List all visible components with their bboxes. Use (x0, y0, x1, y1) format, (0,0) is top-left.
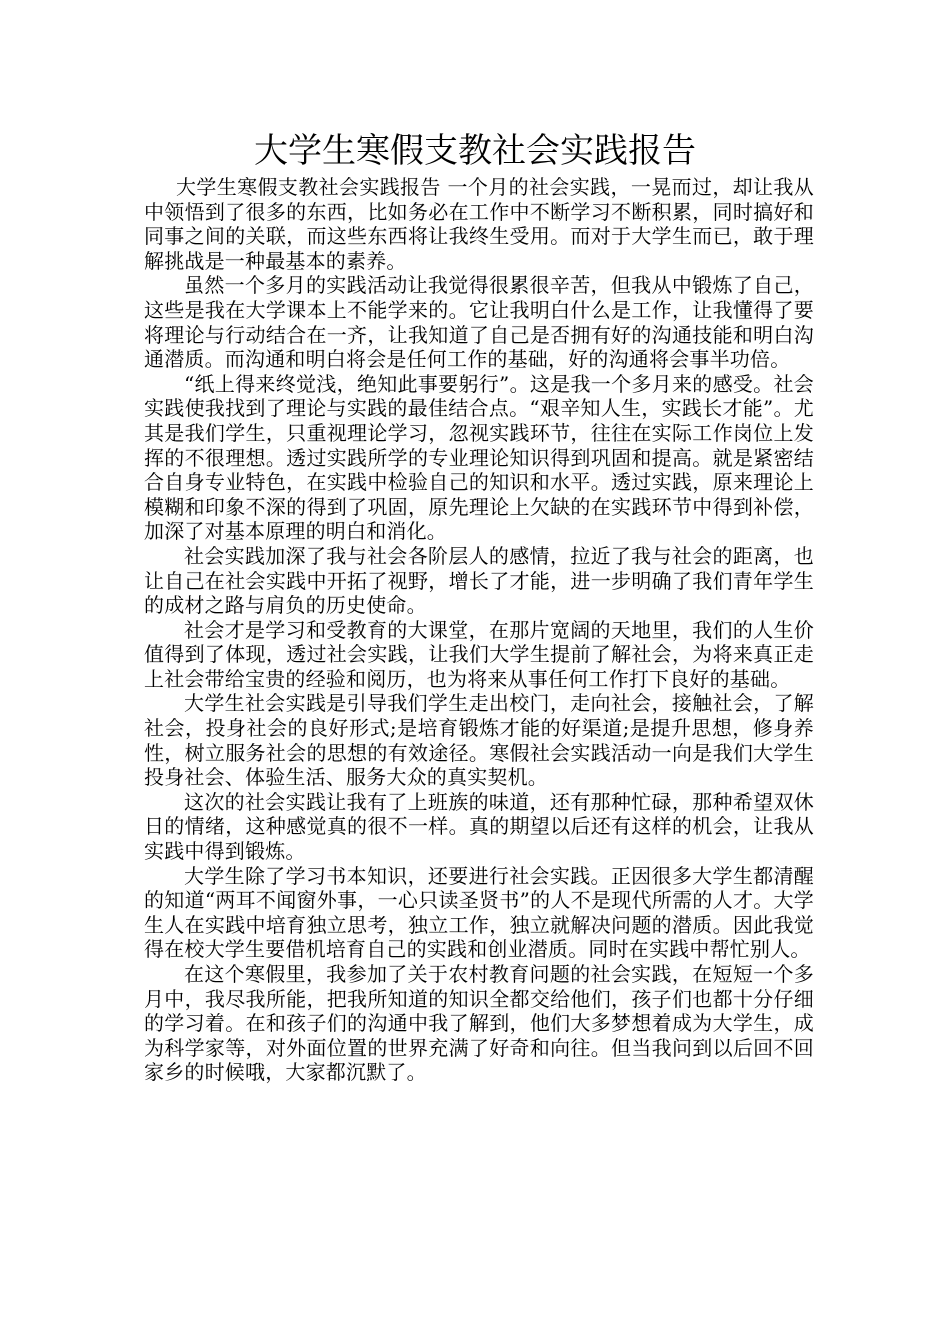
paragraph-3: “纸上得来终觉浅，绝知此事要躬行”。这是我一个多月来的感受。社会实践使我找到了理论与实践的最佳结合点。“艰辛知人生，实践长才能”。尤其是我们学生，只重视理论学习，忽视实践环节，往往在实际工作岗位上发挥的不很理想。透过实践所学的专业理论知识得到巩固和提高。就是紧密结合自身专业特色，在实践中检验自己的知识和水平。透过实践，原来理论上模糊和印象不深的得到了巩固，原先理论上欠缺的在实践环节中得到补偿，加深了对基本原理的明白和消化。 (144, 371, 814, 544)
paragraph-9: 在这个寒假里，我参加了关于农村教育问题的社会实践，在短短一个多月中，我尽我所能，把我所知道的知识全都交给他们，孩子们也都十分仔细的学习着。在和孩子们的沟通中我了解到，他们大多梦想着成为大学生，成为科学家等，对外面位置的世界充满了好奇和向往。但当我问到以后回不回家乡的时候哦，大家都沉默了。 (144, 962, 814, 1085)
paragraph-6: 大学生社会实践是引导我们学生走出校门，走向社会，接触社会，了解社会，投身社会的良好形式;是培育锻炼才能的好渠道;是提升思想，修身养性，树立服务社会的思想的有效途径。寒假社会实践活动一向是我们大学生投身社会、体验生活、服务大众的真实契机。 (144, 691, 814, 790)
paragraph-4: 社会实践加深了我与社会各阶层人的感情，拉近了我与社会的距离，也让自己在社会实践中开拓了视野，增长了才能，进一步明确了我们青年学生的成材之路与肩负的历史使命。 (144, 543, 814, 618)
paragraph-8: 大学生除了学习书本知识，还要进行社会实践。正因很多大学生都清醒的知道“两耳不闻窗外事，一心只读圣贤书”的人不是现代所需的人才。大学生人在实践中培育独立思考，独立工作，独立就解决问题的潜质。因此我觉得在校大学生要借机培育自己的实践和创业潜质。同时在实践中帮忙别人。 (144, 863, 814, 962)
document-body (144, 175, 814, 1085)
paragraph-2: 虽然一个多月的实践活动让我觉得很累很辛苦，但我从中锻炼了自己，这些是我在大学课本上不能学来的。它让我明白什么是工作，让我懂得了要将理论与行动结合在一齐，让我知道了自己是否拥有好的沟通技能和明白沟通潜质。而沟通和明白将会是任何工作的基础，好的沟通将会事半功倍。 (144, 273, 814, 372)
document-title: 大学生寒假支教社会实践报告 (254, 131, 696, 171)
paragraph-7: 这次的社会实践让我有了上班族的味道，还有那种忙碌，那种希望双休日的情绪，这种感觉真的很不一样。真的期望以后还有这样的机会，让我从实践中得到锻炼。 (144, 789, 814, 864)
paragraph-1: 大学生寒假支教社会实践报告 一个月的社会实践，一晃而过，却让我从中领悟到了很多的东西，比如务必在工作中不断学习不断积累，同时搞好和同事之间的关联，而这些东西将让我终生受用。而对于大学生而已，敢于理解挑战是一种最基本的素养。 (144, 175, 814, 273)
paragraph-5: 社会才是学习和受教育的大课堂，在那片宽阔的天地里，我们的人生价值得到了体现，透过社会实践，让我们大学生提前了解社会，为将来真正走上社会带给宝贵的经验和阅历，也为将来从事任何工作打下良好的基础。 (144, 617, 814, 691)
